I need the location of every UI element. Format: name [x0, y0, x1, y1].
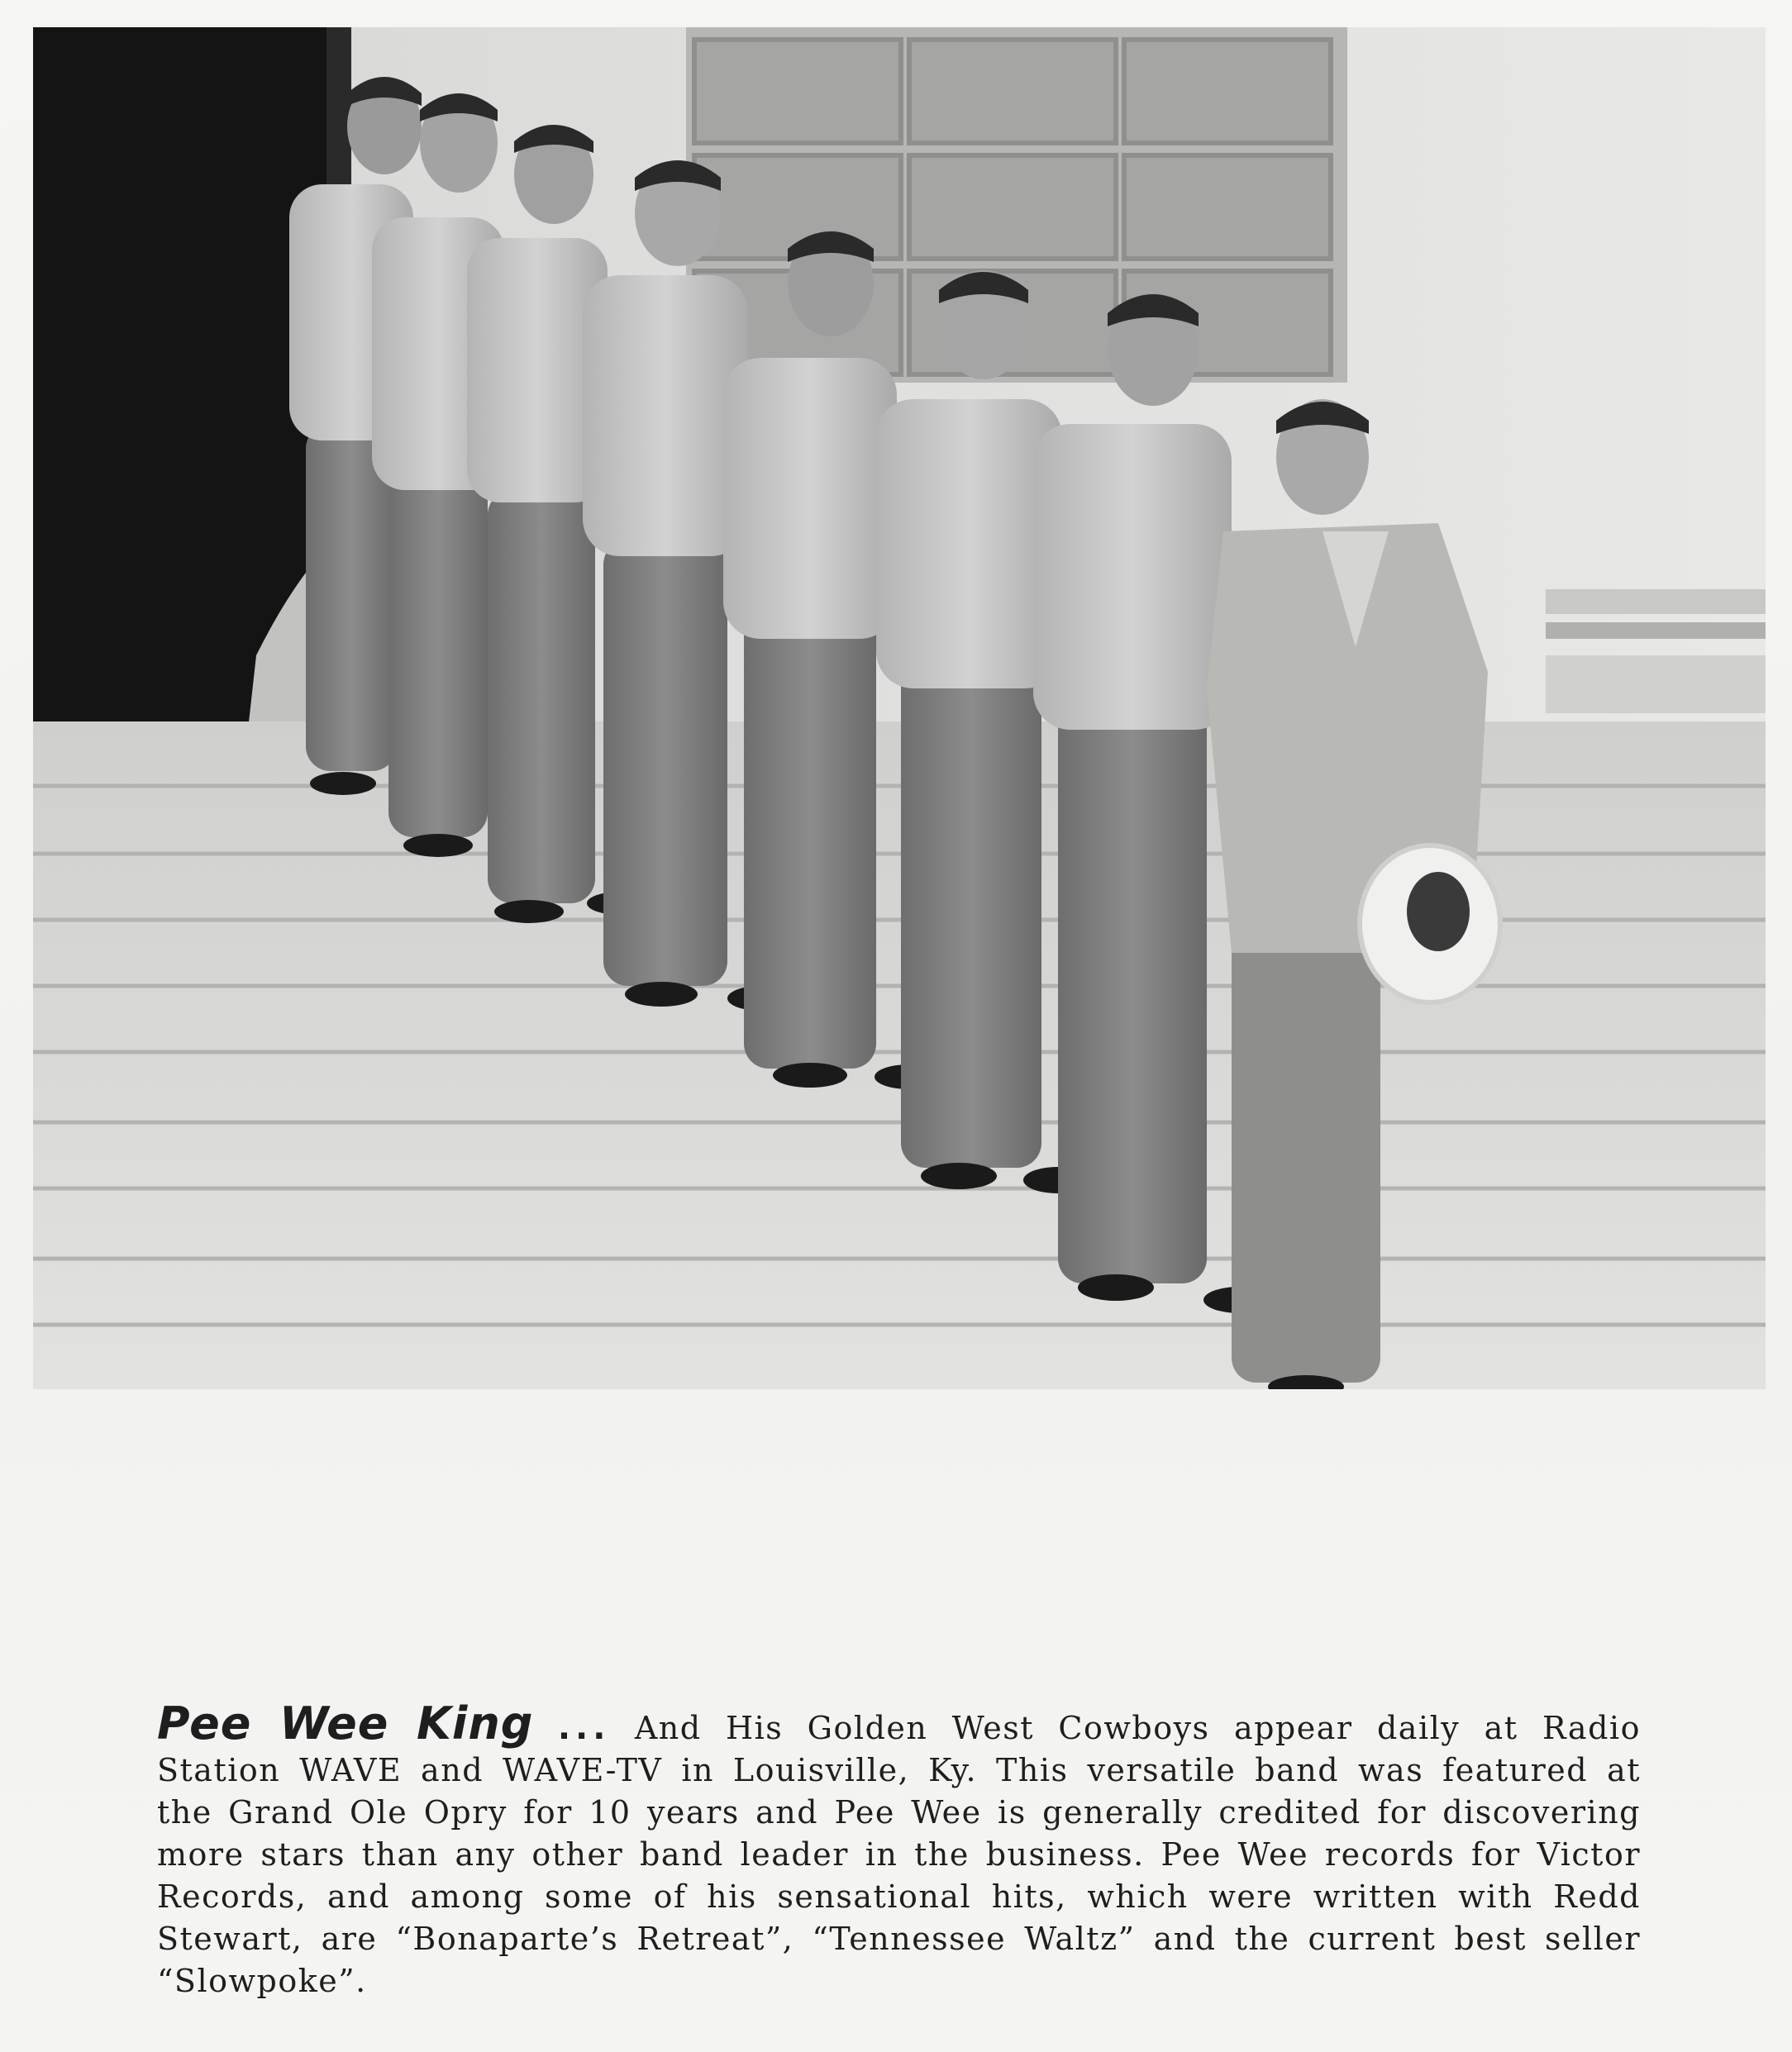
- photo-illustration: [33, 27, 1766, 1389]
- band-photograph: [33, 27, 1766, 1389]
- caption-ellipsis: ...: [557, 1709, 611, 1747]
- photo-caption: [157, 1697, 1641, 2002]
- caption-body: And His Golden West Cowboys appear daily at Radio Station WAVE and WAVE-TV in Louisville, Ky. This versatile band was featured at the Grand Ole Opry for 10 years and Pee Wee is generally credited for discovering more stars than any other band leader in the business. Pee Wee records for Victor Records, and among some of his sensational hits, which were written with Redd Stewart, are “Bonaparte’s Retreat”, “Tennessee Waltz” and the current best seller “Slowpoke”.: [157, 1710, 1641, 1999]
- stone-steps: [33, 721, 1766, 1389]
- caption-lead-name: Pee Wee King: [157, 1697, 534, 1750]
